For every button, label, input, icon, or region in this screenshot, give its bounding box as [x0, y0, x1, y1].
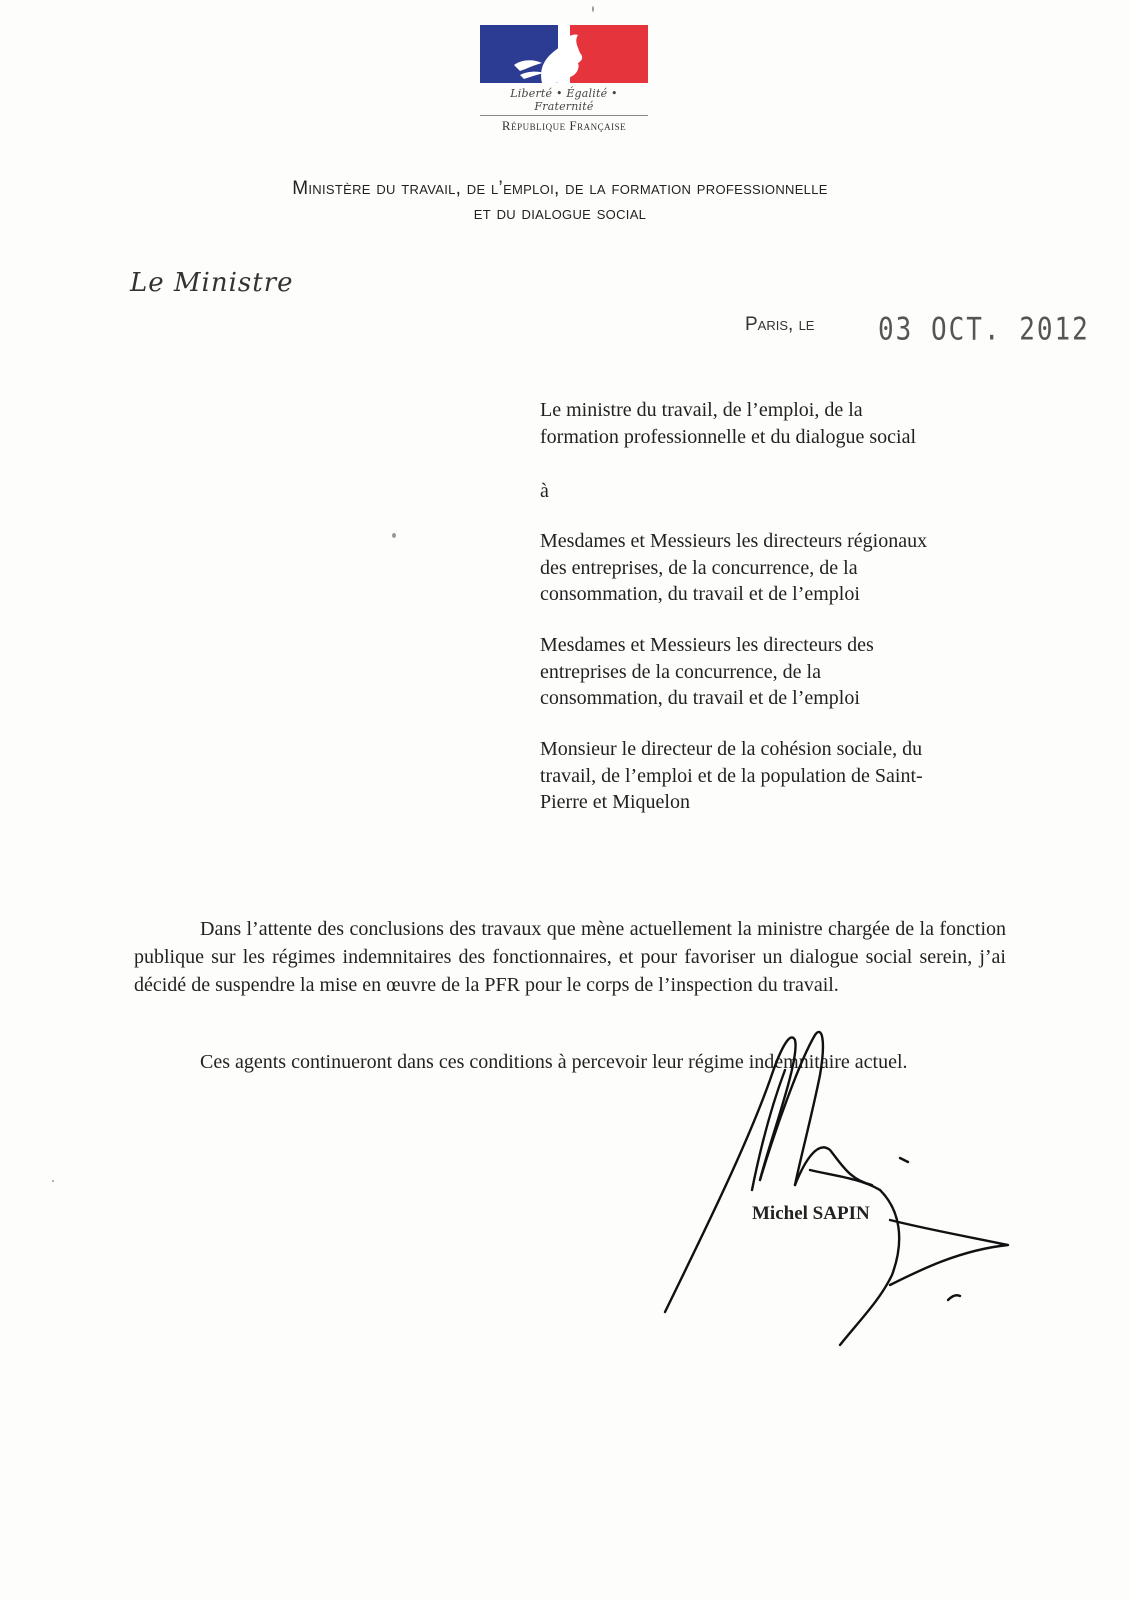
signer-name: Michel SAPIN	[752, 1203, 870, 1224]
addressee-group-directors	[540, 632, 1000, 712]
sender-line: formation professionnelle et du dialogue social	[540, 425, 917, 448]
republic-motto: Liberté • Égalité • Fraternité	[510, 87, 618, 113]
addressee-line: Mesdames et Messieurs les directeurs des	[540, 634, 874, 656]
body-paragraph-1: Dans l’attente des conclusions des travaux que mène actuellement la ministre chargée de la fonction publique sur les régimes indemnitaires des fonctionnaires, et pour favoriser un dialogue social serein, j’ai décidé de suspendre la mise en œuvre de la PFR pour le corps de l’inspection du travail.	[134, 918, 1006, 996]
addressee-group-saint-pierre	[540, 736, 1000, 816]
addressee-line: consommation, du travail et de l’emploi	[540, 687, 860, 709]
marianne-logo	[480, 25, 648, 134]
scan-speck	[392, 533, 396, 538]
scan-speck	[592, 6, 594, 12]
addressee-line: travail, de l’emploi et de la population de Saint-	[540, 764, 923, 787]
republic-name: République Française	[501, 118, 627, 133]
addressee-group-regional	[540, 528, 1000, 608]
ministry-heading	[120, 176, 1000, 226]
scan-speck	[52, 1180, 54, 1182]
addressee-line: des entreprises, de la concurrence, de la	[540, 556, 858, 579]
date-stamp: 03 OCT. 2012	[878, 312, 1090, 348]
tricolor-flag-icon	[480, 25, 648, 83]
sender-line: Le ministre du travail, de l’emploi, de la	[540, 399, 863, 421]
addressee-line: Monsieur le directeur de la cohésion sociale, du	[540, 738, 923, 760]
ministry-heading-line1: Ministère du travail, de l’emploi, de la formation professionnelle	[292, 178, 828, 199]
addressee-line: consommation, du travail et de l’emploi	[540, 583, 860, 605]
place-label: Paris, le	[745, 314, 815, 335]
body-paragraph-2: Ces agents continueront dans ces conditions à percevoir leur régime indemnitaire actuel.	[200, 1051, 908, 1073]
to-word: à	[540, 480, 549, 502]
author-title: Le Ministre	[130, 268, 294, 298]
sender-block	[540, 397, 1000, 450]
addressee-line: Mesdames et Messieurs les directeurs régionaux	[540, 530, 928, 552]
addressee-line: Pierre et Miquelon	[540, 791, 690, 813]
logo-divider	[480, 115, 648, 116]
ministry-heading-line2: et du dialogue social	[473, 203, 647, 224]
addressee-line: entreprises de la concurrence, de la	[540, 660, 821, 683]
